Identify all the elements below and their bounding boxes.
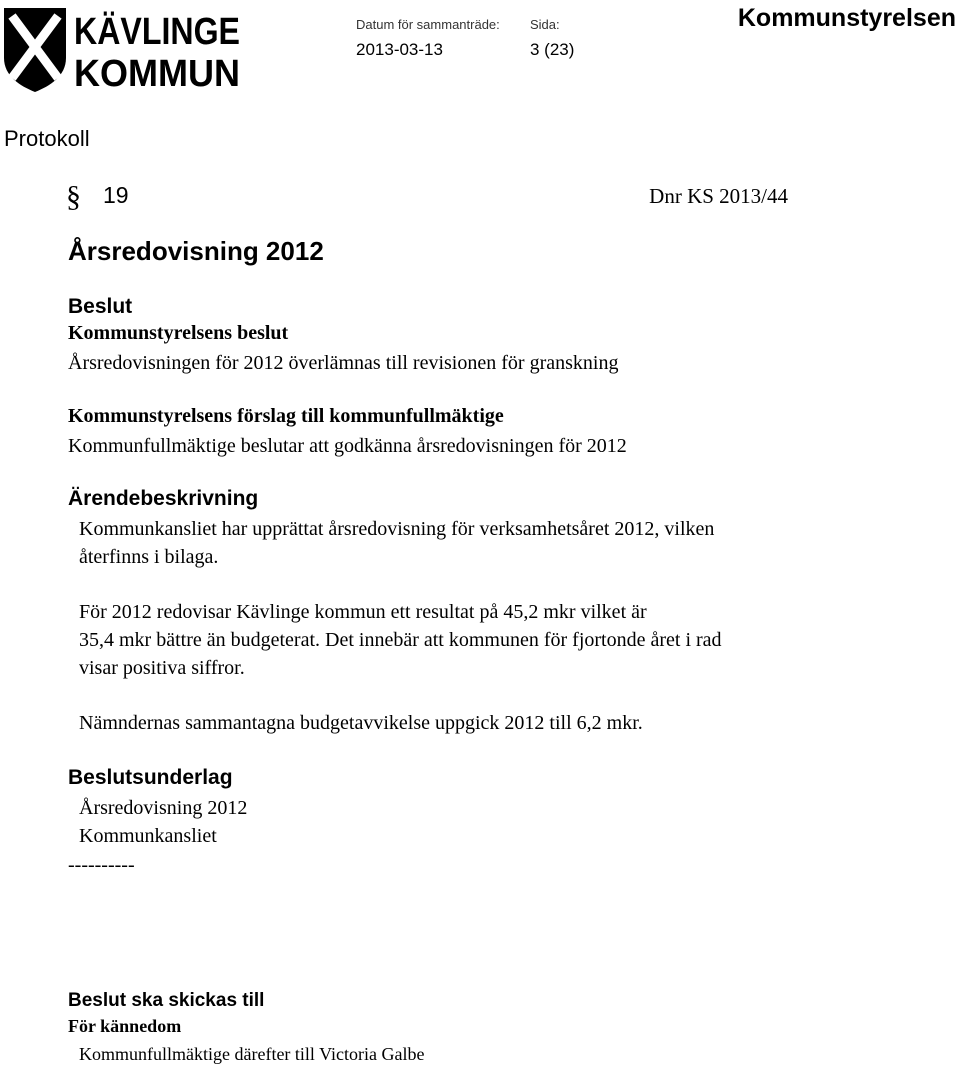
underlag-item: Årsredovisning 2012 <box>79 797 248 819</box>
document-type: Protokoll <box>4 126 90 151</box>
beslut-heading: Beslut <box>68 295 133 318</box>
beslutsunderlag-heading: Beslutsunderlag <box>68 766 233 789</box>
arendebeskrivning-heading: Ärendebeskrivning <box>68 487 259 510</box>
diary-number: Dnr KS 2013/44 <box>649 184 788 208</box>
underlag-item: Kommunkansliet <box>79 825 217 847</box>
ks-beslut-text: Årsredovisningen för 2012 överlämnas till revisionen för granskning <box>68 352 619 374</box>
recipients-text: Kommunfullmäktige därefter till Victoria Galbe <box>79 1044 425 1064</box>
organization-name: Kommunstyrelsen <box>737 4 956 32</box>
ks-forslag-text: Kommunfullmäktige beslutar att godkänna årsredovisningen för 2012 <box>68 435 627 457</box>
logo-text-line2: KOMMUN <box>74 53 240 95</box>
page-label: Sida: <box>530 17 560 32</box>
coat-of-arms-icon <box>4 8 66 92</box>
distribution-heading: Beslut ska skickas till <box>68 990 265 1011</box>
description-p1-line1: Kommunkansliet har upprättat årsredovisning för verksamhetsåret 2012, vilken <box>79 518 715 540</box>
description-p2-line3: visar positiva siffror. <box>79 657 245 679</box>
kannedom-heading: För kännedom <box>68 1016 182 1036</box>
ks-forslag-heading: Kommunstyrelsens förslag till kommunfullmäktige <box>68 405 504 427</box>
kavlinge-kommun-logo <box>2 6 271 95</box>
underlag-separator: ---------- <box>68 854 135 876</box>
paragraph-sign: § <box>66 180 81 213</box>
description-p2-line2: 35,4 mkr bättre än budgeterat. Det innebär att kommunen för fjortonde året i rad <box>79 629 722 651</box>
date-value: 2013-03-13 <box>356 40 443 59</box>
paragraph-number: 19 <box>103 182 129 208</box>
date-label: Datum för sammanträde: <box>356 17 500 32</box>
description-p2-line1: För 2012 redovisar Kävlinge kommun ett resultat på 45,2 mkr vilket är <box>79 601 647 623</box>
description-p3: Nämndernas sammantagna budgetavvikelse uppgick 2012 till 6,2 mkr. <box>79 712 643 734</box>
logo-text-line1: KÄVLINGE <box>74 11 271 53</box>
page-value: 3 (23) <box>530 40 575 59</box>
description-p1-line2: återfinns i bilaga. <box>79 546 219 568</box>
ks-beslut-heading: Kommunstyrelsens beslut <box>68 322 289 344</box>
page-title: Årsredovisning 2012 <box>68 236 324 266</box>
